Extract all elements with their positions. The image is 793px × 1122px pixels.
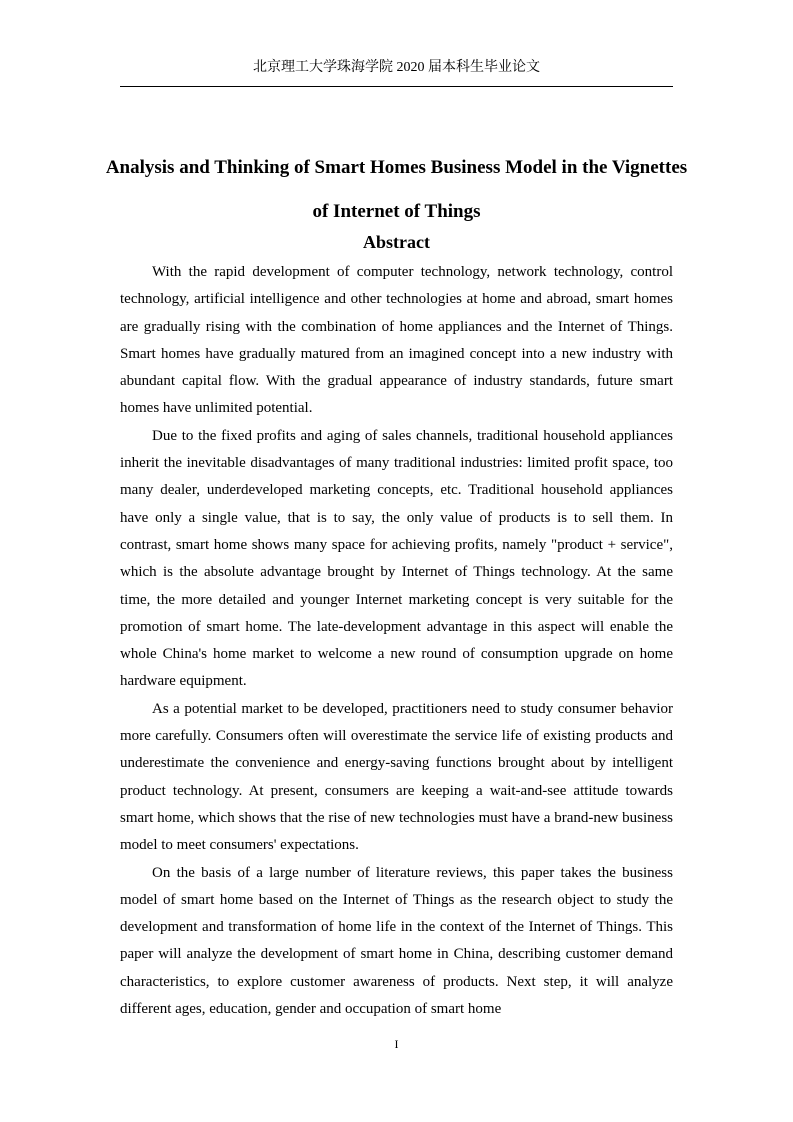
page-number: I xyxy=(394,1037,399,1051)
abstract-body xyxy=(120,259,673,1023)
header-rule xyxy=(120,86,673,87)
document-title: Analysis and Thinking of Smart Homes Business Model in the Vignettes of Internet of Things xyxy=(105,157,688,222)
abstract-paragraph-3: As a potential market to be developed, practitioners need to study consumer behavior more carefully. Consumers often will overestimate the service life of existing products and underestimate the convenience and energy-saving functions brought about by intelligent product technology. At present, consumers are keeping a wait-and-see attitude towards smart home, which shows that the rise of new technologies must have a brand-new business model to meet consumers' expectations. xyxy=(120,700,673,854)
abstract-heading: Abstract xyxy=(363,232,430,252)
abstract-paragraph-4: On the basis of a large number of literature reviews, this paper takes the business model of smart home based on the Internet of Things as the research object to study the development and transformation of home life in the context of the Internet of Things. This paper will analyze the development of smart home in China, describing customer demand characteristics, to explore customer awareness of products. Next step, it will analyze different ages, education, gender and occupation of smart home xyxy=(120,864,673,1018)
abstract-paragraph-1: With the rapid development of computer technology, network technology, control technology, artificial intelligence and other technologies at home and abroad, smart homes are gradually rising with the combination of home appliances and the Internet of Things. Smart homes have gradually matured from an imagined concept into a new industry with abundant capital flow. With the gradual appearance of industry standards, future smart homes have unlimited potential. xyxy=(120,264,673,417)
running-header: 北京理工大学珠海学院 2020 届本科生毕业论文 xyxy=(253,60,540,75)
abstract-paragraph-2: Due to the fixed profits and aging of sales channels, traditional household appliances inherit the inevitable disadvantages of many traditional industries: limited profit space, too many dealer, underdeveloped marketing concepts, etc. Traditional household appliances have only a single value, that is to say, the only value of products is to sell them. In contrast, smart home shows many space for achieving profits, namely "product + service", which is the absolute advantage brought by Internet of Things technology. At the same time, the more detailed and younger Internet marketing concept is very suitable for the promotion of smart home. The late-development advantage in this aspect will enable the whole China's home market to welcome a new round of consumption upgrade on home hardware equipment. xyxy=(120,427,673,690)
